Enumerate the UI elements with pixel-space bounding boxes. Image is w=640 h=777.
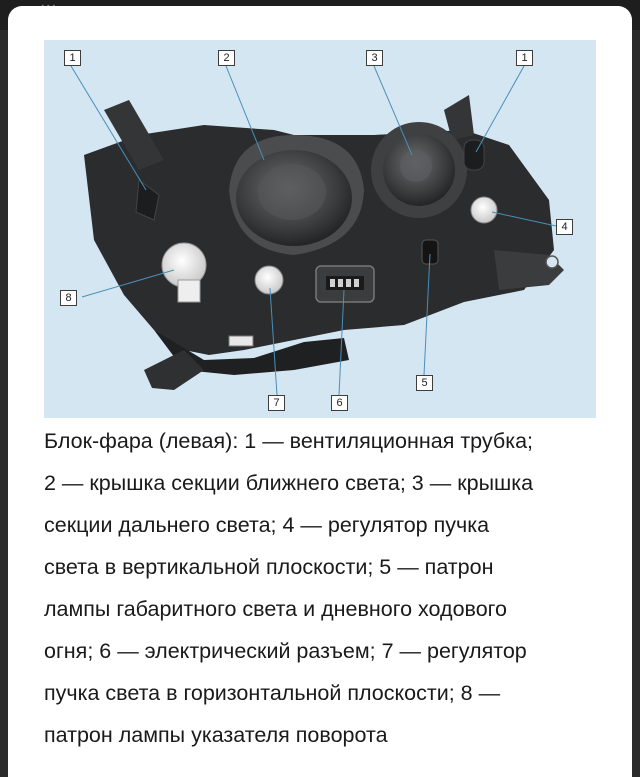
- caption-line: Блок-фара (левая): 1 — вентиляционная трубка;: [44, 429, 533, 453]
- caption-line: 2 — крышка секции ближнего света; 3 — крышка: [44, 471, 534, 495]
- callout-6: 6: [331, 395, 348, 411]
- callout-3: 3: [366, 50, 383, 66]
- headlight-figure: [44, 40, 596, 418]
- callout-7: 7: [268, 395, 285, 411]
- caption-line: огня; 6 — электрический разъем; 7 — регулятор: [44, 639, 527, 663]
- figure-caption: [44, 420, 604, 756]
- callout-1-left: 1: [64, 50, 81, 66]
- callout-5: 5: [416, 375, 433, 391]
- vertical-adjuster: [471, 197, 497, 223]
- callout-2: 2: [218, 50, 235, 66]
- headlight-illustration: [44, 40, 596, 418]
- horizontal-adjuster: [255, 266, 283, 294]
- vent-tube-right: [464, 140, 484, 170]
- callout-8: 8: [60, 290, 77, 306]
- caption-line: пучка света в горизонтальной плоскости; 8 —: [44, 681, 501, 705]
- caption-line: лампы габаритного света и дневного ходового: [44, 597, 507, 621]
- callout-4: 4: [556, 219, 573, 235]
- callout-1-right: 1: [516, 50, 533, 66]
- caption-line: света в вертикальной плоскости; 5 — патрон: [44, 555, 494, 579]
- caption-line: патрон лампы указателя поворота: [44, 723, 388, 747]
- caption-line: секции дальнего света; 4 — регулятор пучка: [44, 513, 490, 537]
